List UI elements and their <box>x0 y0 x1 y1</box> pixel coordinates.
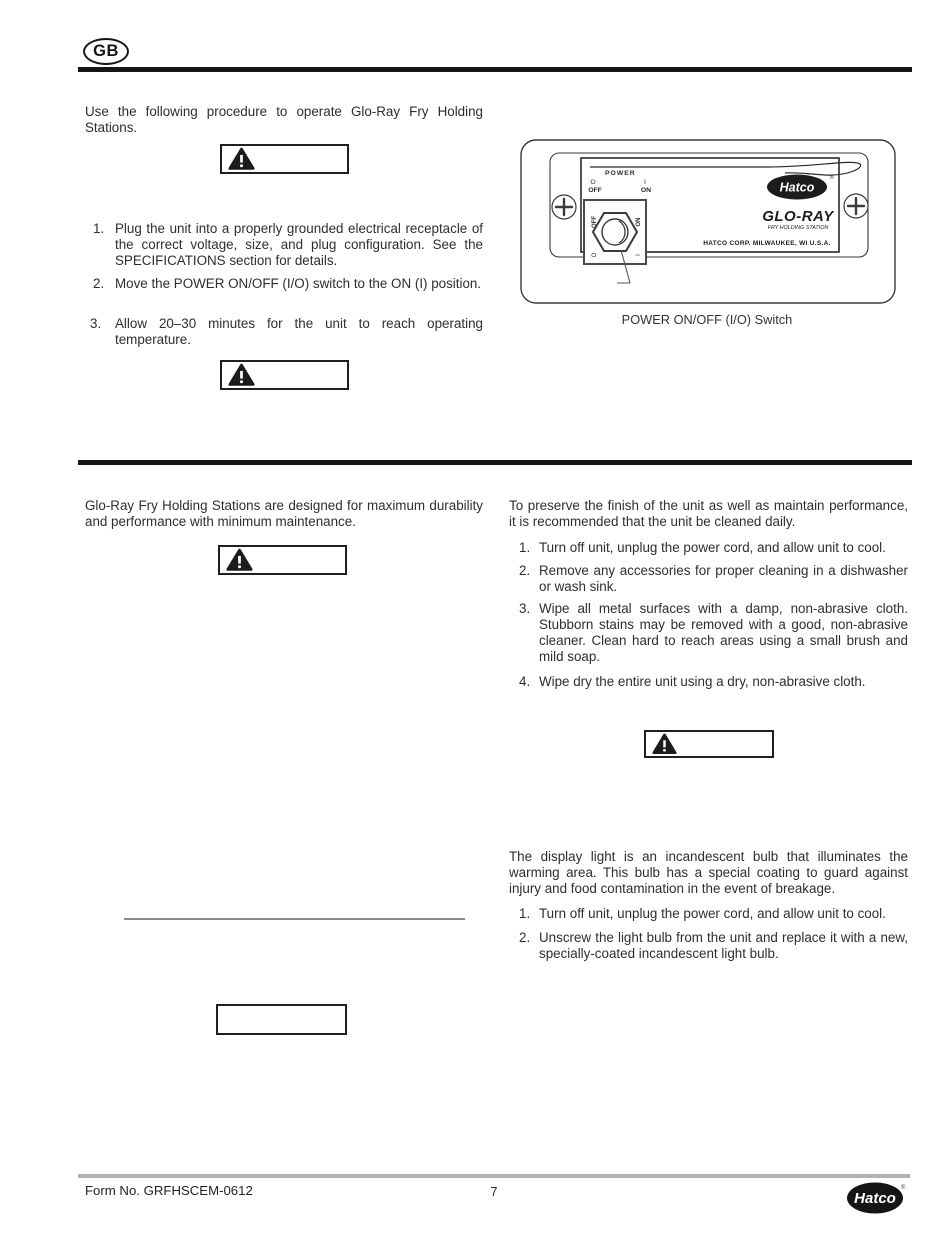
bulb-intro: The display light is an incandescent bulb that illuminates the warming area. This bulb has a special coating to guard against injury and food contamination in the event of breakage. <box>509 849 908 896</box>
rocker-on-label: ON <box>636 217 642 227</box>
step-number: 3. <box>90 316 102 331</box>
off-label: OFF <box>588 187 602 194</box>
model-subtitle: FRY HOLDING STATION <box>767 225 829 231</box>
step-number: 1. <box>519 540 531 555</box>
form-number: Form No. GRFHSCEM-0612 <box>85 1183 253 1198</box>
power-label: POWER <box>605 170 636 177</box>
step-number: 3. <box>519 601 531 616</box>
cleaning-step <box>509 674 908 690</box>
cleaning-step <box>509 601 908 665</box>
bulb-step <box>509 930 908 962</box>
cleaning-step <box>509 540 908 556</box>
step-text: Allow 20–30 minutes for the unit to reach operating temperature. <box>115 316 483 347</box>
warning-icon <box>652 733 677 755</box>
step-number: 1. <box>519 906 531 921</box>
rocker-o-symbol: O <box>592 252 598 258</box>
power-switch-figure <box>517 136 897 306</box>
step-number: 2. <box>519 930 531 945</box>
rocker-off-label: OFF <box>592 216 598 228</box>
section-rule <box>78 460 912 465</box>
country-badge: GB <box>83 38 129 65</box>
cleaning-step <box>509 563 908 595</box>
step-number: 2. <box>519 563 531 578</box>
step-text: Wipe all metal surfaces with a damp, non-abrasive cloth. Stubborn stains may be removed with a good, non-abrasive cleaner. Clean hard to reach areas using a small brush and mild soap. <box>539 601 908 664</box>
warning-box <box>218 545 347 575</box>
footer-hatco-logo <box>845 1178 909 1218</box>
screw-icon <box>844 194 868 218</box>
operation-step <box>85 276 483 292</box>
empty-label-box <box>216 1004 347 1035</box>
rocker-i-symbol: I <box>636 254 642 256</box>
operation-step <box>85 221 483 269</box>
step-text: Remove any accessories for proper cleaning in a dishwasher or wash sink. <box>539 563 908 594</box>
step-text: Plug the unit into a properly grounded electrical receptacle of the correct voltage, size, and plug configuration. See the SPECIFICATIONS section for details. <box>115 221 483 268</box>
operation-intro: Use the following procedure to operate Glo-Ray Fry Holding Stations. <box>85 104 483 135</box>
on-symbol: I <box>644 179 646 186</box>
screw-icon <box>552 195 576 219</box>
maintenance-intro: Glo-Ray Fry Holding Stations are designed for maximum durability and performance with minimum maintenance. <box>85 498 483 529</box>
step-number: 4. <box>519 674 531 689</box>
footer-rule <box>78 1174 910 1178</box>
warning-icon <box>228 363 255 387</box>
warning-icon <box>226 548 253 572</box>
step-number: 2. <box>93 276 105 291</box>
warning-box <box>220 360 349 390</box>
bulb-step <box>509 906 908 922</box>
corp-line: HATCO CORP. MILWAUKEE, WI U.S.A. <box>703 240 831 247</box>
on-label: ON <box>640 187 652 194</box>
model-name: GLO-RAY <box>762 208 834 225</box>
brand-text: Hatco <box>779 180 815 195</box>
header-rule <box>78 67 912 72</box>
step-text: Turn off unit, unplug the power cord, and allow unit to cool. <box>539 540 886 555</box>
warning-box <box>220 144 349 174</box>
operation-step <box>85 316 483 348</box>
figure-caption: POWER ON/OFF (I/O) Switch <box>621 312 793 327</box>
warning-icon <box>228 147 255 171</box>
cleaning-intro: To preserve the finish of the unit as well as maintain performance, it is recommended that the unit be cleaned daily. <box>509 498 908 529</box>
step-text: Turn off unit, unplug the power cord, and allow unit to cool. <box>539 906 886 921</box>
page-number: 7 <box>490 1185 498 1199</box>
footer-registered-mark: ® <box>901 1185 906 1191</box>
step-number: 1. <box>93 221 105 236</box>
left-column-line <box>124 918 465 920</box>
footer-brand-text: Hatco <box>854 1190 896 1207</box>
step-text: Wipe dry the entire unit using a dry, non-abrasive cloth. <box>539 674 866 689</box>
step-text: Move the POWER ON/OFF (I/O) switch to the ON (I) position. <box>115 276 482 291</box>
registered-mark: ® <box>830 175 834 181</box>
warning-box <box>644 730 774 758</box>
off-symbol: O <box>590 179 596 186</box>
step-text: Unscrew the light bulb from the unit and replace it with a new, specially-coated incandescent light bulb. <box>539 930 908 961</box>
